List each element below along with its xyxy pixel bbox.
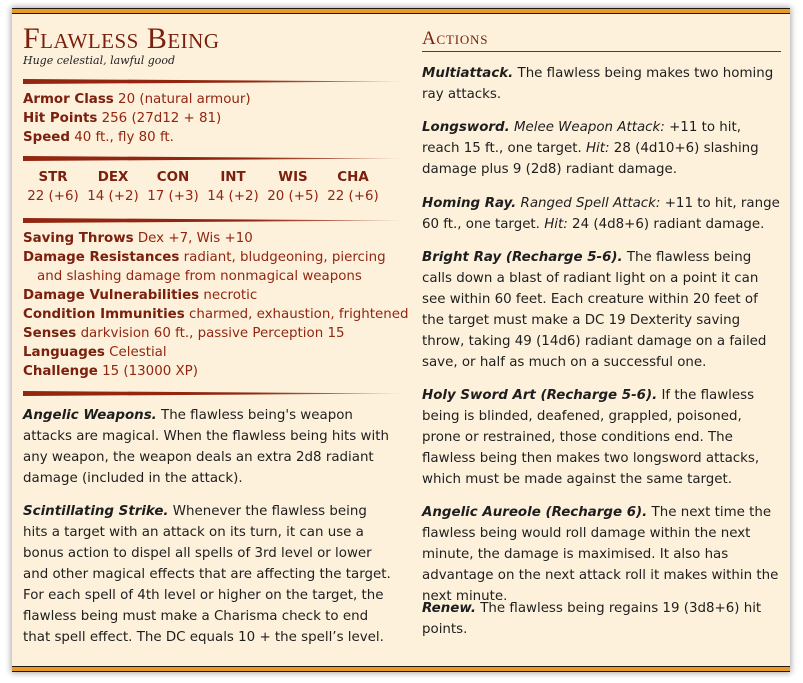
action-text: The flawless being regains 19 (3d8+6) hit points. [422, 601, 762, 637]
action-renew [422, 598, 781, 640]
trait-title: Scintillating Strike. [23, 504, 169, 519]
property-label: Languages [23, 345, 105, 360]
action-hit-label: Hit: [585, 141, 610, 156]
action-text: The next time the flawless being would roll damage within the next minute, the damage is maximised. It also has advantage on the next attack roll it makes within the next minute. [422, 505, 779, 604]
action-bright-ray [422, 247, 781, 373]
action-text: The flawless being calls down a blast of radiant light on a point it can see within 60 feet. Each creature within 20 feet of the target must make a DC 19 Dexterity saving throw, taking 49 (14d6) radiant damage on a failed save, or half as much on a successful one. [422, 250, 767, 370]
action-title: Homing Ray. [422, 196, 517, 211]
property-label: Speed [23, 130, 70, 145]
ability-name: INT [220, 170, 246, 185]
property-damage-vulnerabilities [23, 286, 403, 305]
ability-name: CON [156, 170, 190, 185]
tapered-rule [23, 391, 403, 396]
action-holy-sword-art [422, 385, 781, 490]
action-longsword [422, 117, 781, 180]
ability-name: STR [38, 170, 68, 185]
action-title: Angelic Aureole (Recharge 6). [422, 505, 648, 520]
core-properties [23, 90, 403, 147]
property-value: radiant, bludgeoning, piercing [183, 250, 386, 265]
ability-value: 20 (+5) [267, 189, 319, 204]
property-hit-points [23, 109, 403, 128]
property-value: 256 (27d12 + 81) [101, 111, 222, 126]
action-text: +11 to hit, reach 15 ft., one target. [422, 120, 742, 156]
ability-value: 14 (+2) [207, 189, 259, 204]
property-senses [23, 324, 403, 343]
ability-value: 17 (+3) [147, 189, 199, 204]
action-title: Longsword. [422, 120, 510, 135]
property-label: Armor Class [23, 92, 114, 107]
property-challenge [23, 362, 403, 381]
ability-wis [263, 168, 323, 206]
property-speed [23, 128, 403, 147]
action-angelic-aureole [422, 502, 781, 607]
property-value: Dex +7, Wis +10 [137, 231, 253, 246]
tapered-rule [23, 156, 403, 161]
creature-subtitle: Huge celestial, lawful good [23, 54, 176, 67]
action-attack-type: Melee Weapon Attack: [513, 120, 665, 135]
property-value: 20 (natural armour) [118, 92, 251, 107]
action-title: Multiattack. [422, 66, 514, 81]
property-label: Senses [23, 326, 77, 341]
property-value: 40 ft., fly 80 ft. [74, 130, 174, 145]
property-armor-class [23, 90, 403, 109]
property-label: Saving Throws [23, 231, 134, 246]
action-title: Bright Ray (Recharge 5-6). [422, 250, 623, 265]
property-value: 15 (13000 XP) [102, 364, 198, 379]
property-label: Challenge [23, 364, 98, 379]
property-label: Condition Immunities [23, 307, 185, 322]
action-text: 24 (4d8+6) radiant damage. [572, 217, 765, 232]
action-title: Holy Sword Art (Recharge 5-6). [422, 388, 658, 403]
trait-title: Angelic Weapons. [23, 408, 157, 423]
property-saving-throws [23, 229, 403, 248]
ability-int [203, 168, 263, 206]
ability-name: CHA [337, 170, 369, 185]
trait-angelic-weapons [23, 405, 395, 489]
actions-heading-rule [422, 51, 781, 52]
trait-scintillating-strike [23, 501, 395, 648]
action-text: +11 to hit, range 60 ft., one target. [422, 196, 780, 232]
ability-con [143, 168, 203, 206]
property-condition-immunities [23, 305, 409, 324]
ability-scores [23, 168, 383, 206]
stat-block [12, 8, 790, 672]
action-attack-type: Ranged Spell Attack: [520, 196, 661, 211]
tapered-rule [23, 218, 403, 223]
action-multiattack [422, 63, 781, 105]
action-title: Renew. [422, 601, 476, 616]
secondary-properties [23, 229, 409, 381]
ability-str [23, 168, 83, 206]
action-hit-label: Hit: [544, 217, 568, 232]
top-border-bar [12, 8, 790, 14]
ability-name: DEX [97, 170, 129, 185]
property-label: Damage Resistances [23, 250, 180, 265]
property-value: charmed, exhaustion, frightened [188, 307, 409, 322]
property-damage-resistances-continued: and slashing damage from nonmagical weapons [37, 269, 362, 284]
action-text: If the flawless being is blinded, deafened, grappled, poisoned, prone or restrained, those conditions end. The flawless being then makes two longsword attacks, which must be made against the same target. [422, 388, 760, 487]
action-text: 28 (4d10+6) slashing damage plus 9 (2d8) radiant damage. [422, 141, 759, 177]
ability-value: 22 (+6) [327, 189, 379, 204]
creature-name: Flawless Being [23, 22, 220, 55]
ability-value: 22 (+6) [27, 189, 79, 204]
actions-heading: Actions [422, 28, 489, 49]
bottom-border-bar [12, 666, 790, 672]
property-value: Celestial [109, 345, 167, 360]
property-damage-resistances [23, 248, 403, 267]
property-label: Hit Points [23, 111, 98, 126]
property-value: darkvision 60 ft., passive Perception 15 [80, 326, 345, 341]
tapered-rule [23, 79, 403, 84]
property-languages [23, 343, 403, 362]
trait-text: The flawless being's weapon attacks are magical. When the flawless being hits with any weapon, the weapon deals an extra 2d8 radiant damage (included in the attack). [23, 408, 389, 486]
action-text: The flawless being makes two homing ray attacks. [422, 66, 774, 102]
trait-text: Whenever the flawless being hits a target with an attack on its turn, it can use a bonus action to dispel all spells of 3rd level or lower and other magical effects that are affecting the target. For each spell of 4th level or higher on the target, the flawless being must make a Charisma check to end that spell effect. The DC equals 10 + the spell’s level. [23, 504, 391, 645]
property-value: necrotic [203, 288, 258, 303]
ability-cha [323, 168, 383, 206]
property-label: Damage Vulnerabilities [23, 288, 200, 303]
ability-dex [83, 168, 143, 206]
ability-name: WIS [278, 170, 308, 185]
ability-value: 14 (+2) [87, 189, 139, 204]
action-homing-ray [422, 193, 781, 235]
